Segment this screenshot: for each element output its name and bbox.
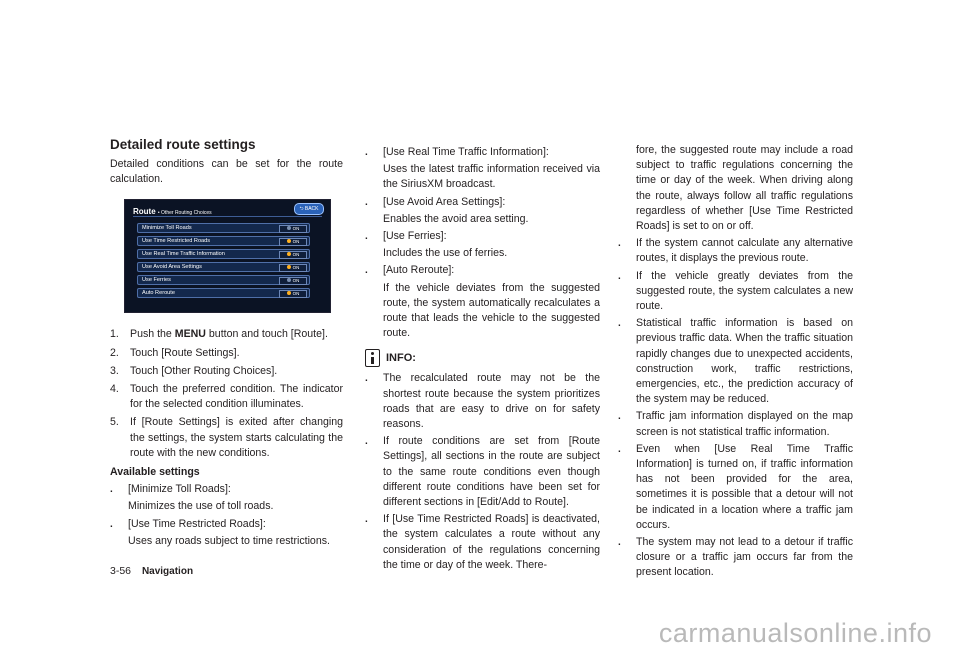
info-text: The recalculated route may not be the shortest route because the system prioritizes roads that are easy to drive on for safety reasons. bbox=[383, 372, 600, 431]
info-item bbox=[618, 236, 853, 266]
setting-name: [Auto Reroute]: bbox=[383, 264, 455, 277]
available-settings-heading: Available settings bbox=[110, 466, 200, 479]
bullet-icon: . bbox=[365, 436, 368, 448]
routing-choice-row bbox=[137, 288, 310, 298]
bullet-icon: . bbox=[365, 514, 368, 526]
step-item bbox=[110, 327, 343, 342]
routing-choice-row bbox=[137, 236, 310, 246]
indicator-light-icon bbox=[287, 265, 291, 269]
indicator bbox=[279, 277, 307, 285]
info-item bbox=[365, 512, 600, 573]
indicator-text: ON bbox=[292, 226, 300, 232]
watermark: carmanualsonline.info bbox=[658, 618, 932, 648]
bullet-icon: . bbox=[365, 231, 368, 243]
routing-choices-list bbox=[137, 223, 310, 301]
step-text-bold: MENU bbox=[174, 328, 206, 341]
bullet-icon: . bbox=[618, 318, 621, 330]
step-number: 5. bbox=[110, 416, 119, 429]
bullet-icon: . bbox=[365, 196, 368, 208]
indicator bbox=[279, 238, 307, 246]
step-number: 4. bbox=[110, 383, 119, 396]
bullet-icon: . bbox=[618, 537, 621, 549]
indicator bbox=[279, 225, 307, 233]
routing-choice-row bbox=[137, 275, 310, 285]
setting-name: [Use Time Restricted Roads]: bbox=[128, 517, 266, 530]
column-3 bbox=[618, 143, 853, 581]
indicator-text: ON bbox=[292, 278, 300, 284]
info-text: If [Use Time Restricted Roads] is deactivated, the system calculates a route without any consideration of the regulations concerning the time or day of the week. There- bbox=[383, 513, 600, 571]
step-text-post: button and touch [Route]. bbox=[205, 328, 328, 341]
bullet-icon: . bbox=[618, 238, 621, 250]
info-text: Even when [Use Real Time Traffic Information] is turned on, if traffic information has not been provided for the area, sometimes it is possible that a detour will not be indicated in a location where a traffic jam occurs. bbox=[636, 442, 853, 531]
info-text: If route conditions are set from [Route Settings], all sections in the route are subject to the same route conditions even though different route conditions have been set for different sections in [Edit/Add to Route]. bbox=[383, 435, 600, 509]
info-text: Statistical traffic information is based on previous traffic data. When the traffic situation rapidly changes due to unexpected accidents, construction work, traffic restrictions, emergencies, etc., the prediction accuracy of the system may be reduced. bbox=[636, 317, 853, 406]
routing-choice-row bbox=[137, 249, 310, 259]
page-footer bbox=[110, 565, 193, 577]
page-heading: Detailed route settings bbox=[110, 137, 256, 152]
bullet-icon: . bbox=[365, 147, 368, 158]
step-number: 3. bbox=[110, 364, 119, 377]
step-number: 2. bbox=[110, 346, 119, 359]
step-text bbox=[130, 346, 343, 361]
routing-choice-label: Auto Reroute bbox=[142, 290, 175, 297]
indicator-light-icon bbox=[287, 252, 291, 256]
indicator-light-icon bbox=[287, 239, 291, 243]
intro-text: Detailed conditions can be set for the route calculation. bbox=[110, 158, 343, 186]
info-icon bbox=[365, 349, 380, 367]
step-text-pre: Touch the preferred condition. The indicator for the selected condition illuminates. bbox=[130, 383, 343, 411]
setting-description: Uses any roads subject to time restrictions. bbox=[128, 534, 330, 547]
back-label: BACK bbox=[304, 206, 319, 213]
setting-item bbox=[365, 263, 600, 278]
step-text bbox=[130, 415, 343, 461]
indicator-light-icon bbox=[287, 278, 291, 282]
continued-text: fore, the suggested route may include a road subject to traffic regulations concerning the time or day of the week. When driving along the route, always follow all traffic regulations regardless of whether [Use Time Restricted Roads] is set to on or off. bbox=[636, 144, 853, 233]
indicator-text: ON bbox=[292, 252, 300, 258]
setting-name: [Use Ferries]: bbox=[383, 230, 447, 243]
routing-choice-label: Minimize Toll Roads bbox=[142, 225, 192, 232]
setting-description: Minimizes the use of toll roads. bbox=[128, 500, 274, 513]
step-text bbox=[130, 364, 343, 379]
setting-item bbox=[365, 229, 600, 244]
step-text-pre: Touch [Route Settings]. bbox=[130, 346, 240, 359]
step-number: 1. bbox=[110, 328, 119, 341]
info-label: INFO: bbox=[386, 351, 416, 364]
setting-item bbox=[365, 195, 600, 210]
info-item bbox=[365, 371, 600, 432]
indicator bbox=[279, 251, 307, 259]
info-list-col2 bbox=[365, 371, 600, 573]
indicator-light-icon bbox=[287, 226, 291, 230]
back-arrow-icon: ⮌ bbox=[299, 206, 305, 213]
routing-choice-row bbox=[137, 262, 310, 272]
info-text: If the system cannot calculate any alternative routes, it displays the previous route. bbox=[636, 237, 853, 265]
step-text-pre: Touch [Other Routing Choices]. bbox=[130, 364, 278, 377]
setting-item bbox=[110, 482, 343, 497]
page-number: 3-56 bbox=[110, 565, 132, 577]
setting-description: Enables the avoid area setting. bbox=[383, 212, 529, 225]
bullet-icon: . bbox=[110, 518, 113, 530]
step-text-pre: Push the bbox=[130, 328, 175, 341]
setting-item bbox=[365, 145, 600, 160]
indicator-text: ON bbox=[292, 265, 300, 271]
info-item bbox=[618, 269, 853, 315]
indicator-text: ON bbox=[292, 239, 300, 245]
info-item bbox=[618, 316, 853, 407]
screen-title bbox=[133, 204, 212, 221]
route-settings-screenshot bbox=[124, 199, 331, 313]
routing-choice-label: Use Ferries bbox=[142, 277, 171, 284]
info-text: If the vehicle greatly deviates from the suggested route, the system calculates a new route. bbox=[636, 269, 853, 313]
indicator bbox=[279, 264, 307, 272]
info-heading bbox=[365, 349, 600, 367]
bullet-icon: . bbox=[365, 373, 368, 385]
indicator-text: ON bbox=[292, 291, 300, 297]
info-item bbox=[365, 434, 600, 510]
settings-list-col1 bbox=[110, 482, 343, 549]
info-item bbox=[618, 535, 853, 581]
step-item bbox=[110, 346, 343, 361]
bullet-icon: . bbox=[110, 484, 113, 496]
setting-name: [Use Real Time Traffic Information]: bbox=[383, 146, 549, 158]
setting-name: [Minimize Toll Roads]: bbox=[128, 483, 231, 496]
steps-list bbox=[110, 327, 343, 461]
step-text bbox=[130, 382, 343, 412]
setting-description: Includes the use of ferries. bbox=[383, 247, 508, 260]
setting-description: If the vehicle deviates from the suggested route, the system automatically recalculates a route that leads the vehicle to the suggested route. bbox=[383, 281, 600, 340]
routing-choice-label: Use Avoid Area Settings bbox=[142, 264, 202, 271]
settings-list-col2 bbox=[365, 145, 600, 341]
step-item bbox=[110, 415, 343, 461]
screen-divider bbox=[133, 216, 322, 217]
indicator-light-icon bbox=[287, 291, 291, 295]
step-text bbox=[130, 327, 343, 342]
step-text-pre: If [Route Settings] is exited after changing the settings, the system starts calculating the route with the new conditions. bbox=[130, 416, 343, 459]
setting-name: [Use Avoid Area Settings]: bbox=[383, 195, 506, 208]
bullet-icon: . bbox=[618, 270, 621, 282]
column-2 bbox=[365, 143, 600, 573]
screen-subtitle: • Other Routing Choices bbox=[157, 210, 212, 217]
step-item bbox=[110, 382, 343, 412]
setting-item bbox=[110, 517, 343, 532]
setting-description: Uses the latest traffic information received via the SiriusXM broadcast. bbox=[383, 163, 600, 191]
column-1 bbox=[110, 136, 343, 550]
bullet-icon: . bbox=[618, 443, 621, 455]
routing-choice-label: Use Time Restricted Roads bbox=[142, 238, 211, 245]
routing-choice-row bbox=[137, 223, 310, 233]
info-list-col3 bbox=[618, 236, 853, 580]
info-item bbox=[618, 409, 853, 439]
indicator bbox=[279, 290, 307, 298]
info-text: Traffic jam information displayed on the map screen is not statistical traffic information. bbox=[636, 410, 853, 438]
section-name: Navigation bbox=[141, 566, 194, 577]
bullet-icon: . bbox=[618, 411, 621, 423]
back-button bbox=[294, 203, 324, 215]
bullet-icon: . bbox=[365, 265, 368, 277]
screen-title-text: Route bbox=[133, 207, 156, 217]
step-item bbox=[110, 364, 343, 379]
routing-choice-label: Use Real Time Traffic Information bbox=[142, 251, 225, 258]
info-text: The system may not lead to a detour if traffic closure or a traffic jam occurs far from the present location. bbox=[636, 536, 853, 579]
info-item bbox=[618, 442, 853, 533]
